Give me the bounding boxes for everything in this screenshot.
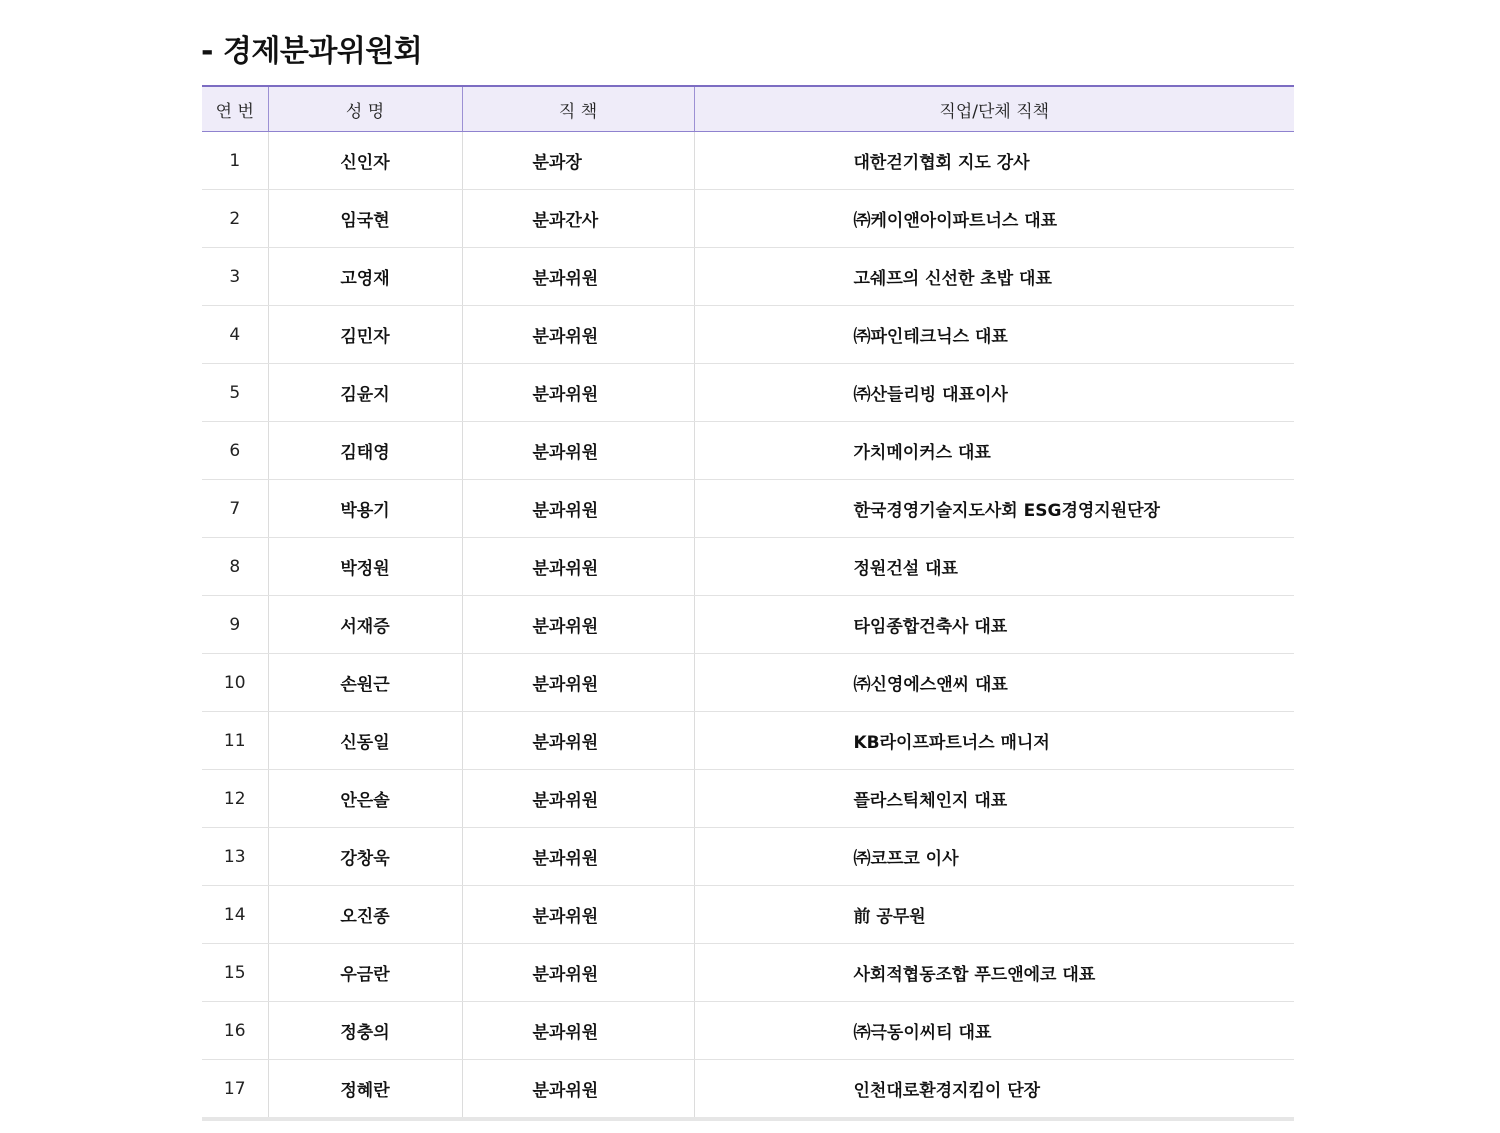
table-row: [202, 654, 1294, 712]
cell-number: 14: [202, 886, 268, 944]
cell-position: 분과위원: [462, 828, 694, 886]
table-row: [202, 1060, 1294, 1120]
cell-name: 박정원: [268, 538, 462, 596]
cell-number: 12: [202, 770, 268, 828]
table-row: [202, 190, 1294, 248]
cell-name: 신인자: [268, 132, 462, 190]
header-occupation: 직업/단체 직책: [694, 86, 1294, 132]
cell-position: 분과위원: [462, 944, 694, 1002]
table-body: [202, 132, 1294, 1120]
cell-position: 분과위원: [462, 538, 694, 596]
cell-occupation: 한국경영기술지도사회 ESG경영지원단장: [694, 480, 1294, 538]
cell-number: 11: [202, 712, 268, 770]
cell-number: 5: [202, 364, 268, 422]
table-row: [202, 248, 1294, 306]
cell-position: 분과위원: [462, 364, 694, 422]
table-row: [202, 596, 1294, 654]
cell-occupation: ㈜신영에스앤씨 대표: [694, 654, 1294, 712]
cell-number: 4: [202, 306, 268, 364]
cell-name: 손원근: [268, 654, 462, 712]
cell-number: 9: [202, 596, 268, 654]
section-title: - 경제분과위원회: [201, 34, 423, 69]
header-name: 성 명: [268, 86, 462, 132]
table-row: [202, 306, 1294, 364]
cell-occupation: 前 공무원: [694, 886, 1294, 944]
cell-number: 15: [202, 944, 268, 1002]
cell-name: 우금란: [268, 944, 462, 1002]
cell-position: 분과위원: [462, 1002, 694, 1060]
table-row: [202, 1002, 1294, 1060]
cell-name: 서재증: [268, 596, 462, 654]
committee-members-table: [202, 85, 1294, 1121]
table-row: [202, 944, 1294, 1002]
cell-position: 분과위원: [462, 712, 694, 770]
table-row: [202, 712, 1294, 770]
header-position: 직 책: [462, 86, 694, 132]
cell-number: 13: [202, 828, 268, 886]
cell-occupation: ㈜코프코 이사: [694, 828, 1294, 886]
cell-position: 분과위원: [462, 306, 694, 364]
cell-position: 분과장: [462, 132, 694, 190]
cell-name: 정혜란: [268, 1060, 462, 1120]
cell-number: 3: [202, 248, 268, 306]
cell-number: 8: [202, 538, 268, 596]
table-row: [202, 828, 1294, 886]
table-header-row: [202, 86, 1294, 132]
cell-number: 6: [202, 422, 268, 480]
cell-name: 김민자: [268, 306, 462, 364]
table-row: [202, 538, 1294, 596]
cell-position: 분과위원: [462, 480, 694, 538]
cell-name: 박용기: [268, 480, 462, 538]
cell-name: 고영재: [268, 248, 462, 306]
cell-position: 분과위원: [462, 1060, 694, 1120]
table-row: [202, 422, 1294, 480]
cell-occupation: 사회적협동조합 푸드앤에코 대표: [694, 944, 1294, 1002]
cell-number: 1: [202, 132, 268, 190]
cell-occupation: KB라이프파트너스 매니저: [694, 712, 1294, 770]
cell-name: 강창욱: [268, 828, 462, 886]
table-row: [202, 132, 1294, 190]
cell-occupation: 고쉐프의 신선한 초밥 대표: [694, 248, 1294, 306]
cell-occupation: ㈜파인테크닉스 대표: [694, 306, 1294, 364]
cell-number: 10: [202, 654, 268, 712]
cell-name: 오진종: [268, 886, 462, 944]
cell-occupation: 정원건설 대표: [694, 538, 1294, 596]
cell-number: 7: [202, 480, 268, 538]
cell-number: 16: [202, 1002, 268, 1060]
cell-occupation: 가치메이커스 대표: [694, 422, 1294, 480]
cell-position: 분과위원: [462, 596, 694, 654]
cell-name: 정충의: [268, 1002, 462, 1060]
cell-name: 안은솔: [268, 770, 462, 828]
table-row: [202, 886, 1294, 944]
cell-position: 분과위원: [462, 886, 694, 944]
header-number: 연 번: [202, 86, 268, 132]
cell-position: 분과위원: [462, 422, 694, 480]
cell-name: 김윤지: [268, 364, 462, 422]
cell-position: 분과위원: [462, 770, 694, 828]
cell-position: 분과위원: [462, 248, 694, 306]
cell-occupation: ㈜산들리빙 대표이사: [694, 364, 1294, 422]
cell-position: 분과위원: [462, 654, 694, 712]
table-row: [202, 770, 1294, 828]
cell-name: 김태영: [268, 422, 462, 480]
cell-occupation: ㈜케이앤아이파트너스 대표: [694, 190, 1294, 248]
cell-number: 17: [202, 1060, 268, 1120]
cell-occupation: 타임종합건축사 대표: [694, 596, 1294, 654]
table-row: [202, 480, 1294, 538]
table-row: [202, 364, 1294, 422]
cell-number: 2: [202, 190, 268, 248]
cell-occupation: 대한걷기협회 지도 강사: [694, 132, 1294, 190]
cell-name: 신동일: [268, 712, 462, 770]
cell-occupation: 플라스틱체인지 대표: [694, 770, 1294, 828]
cell-name: 임국현: [268, 190, 462, 248]
cell-position: 분과간사: [462, 190, 694, 248]
cell-occupation: ㈜극동이씨티 대표: [694, 1002, 1294, 1060]
cell-occupation: 인천대로환경지킴이 단장: [694, 1060, 1294, 1120]
